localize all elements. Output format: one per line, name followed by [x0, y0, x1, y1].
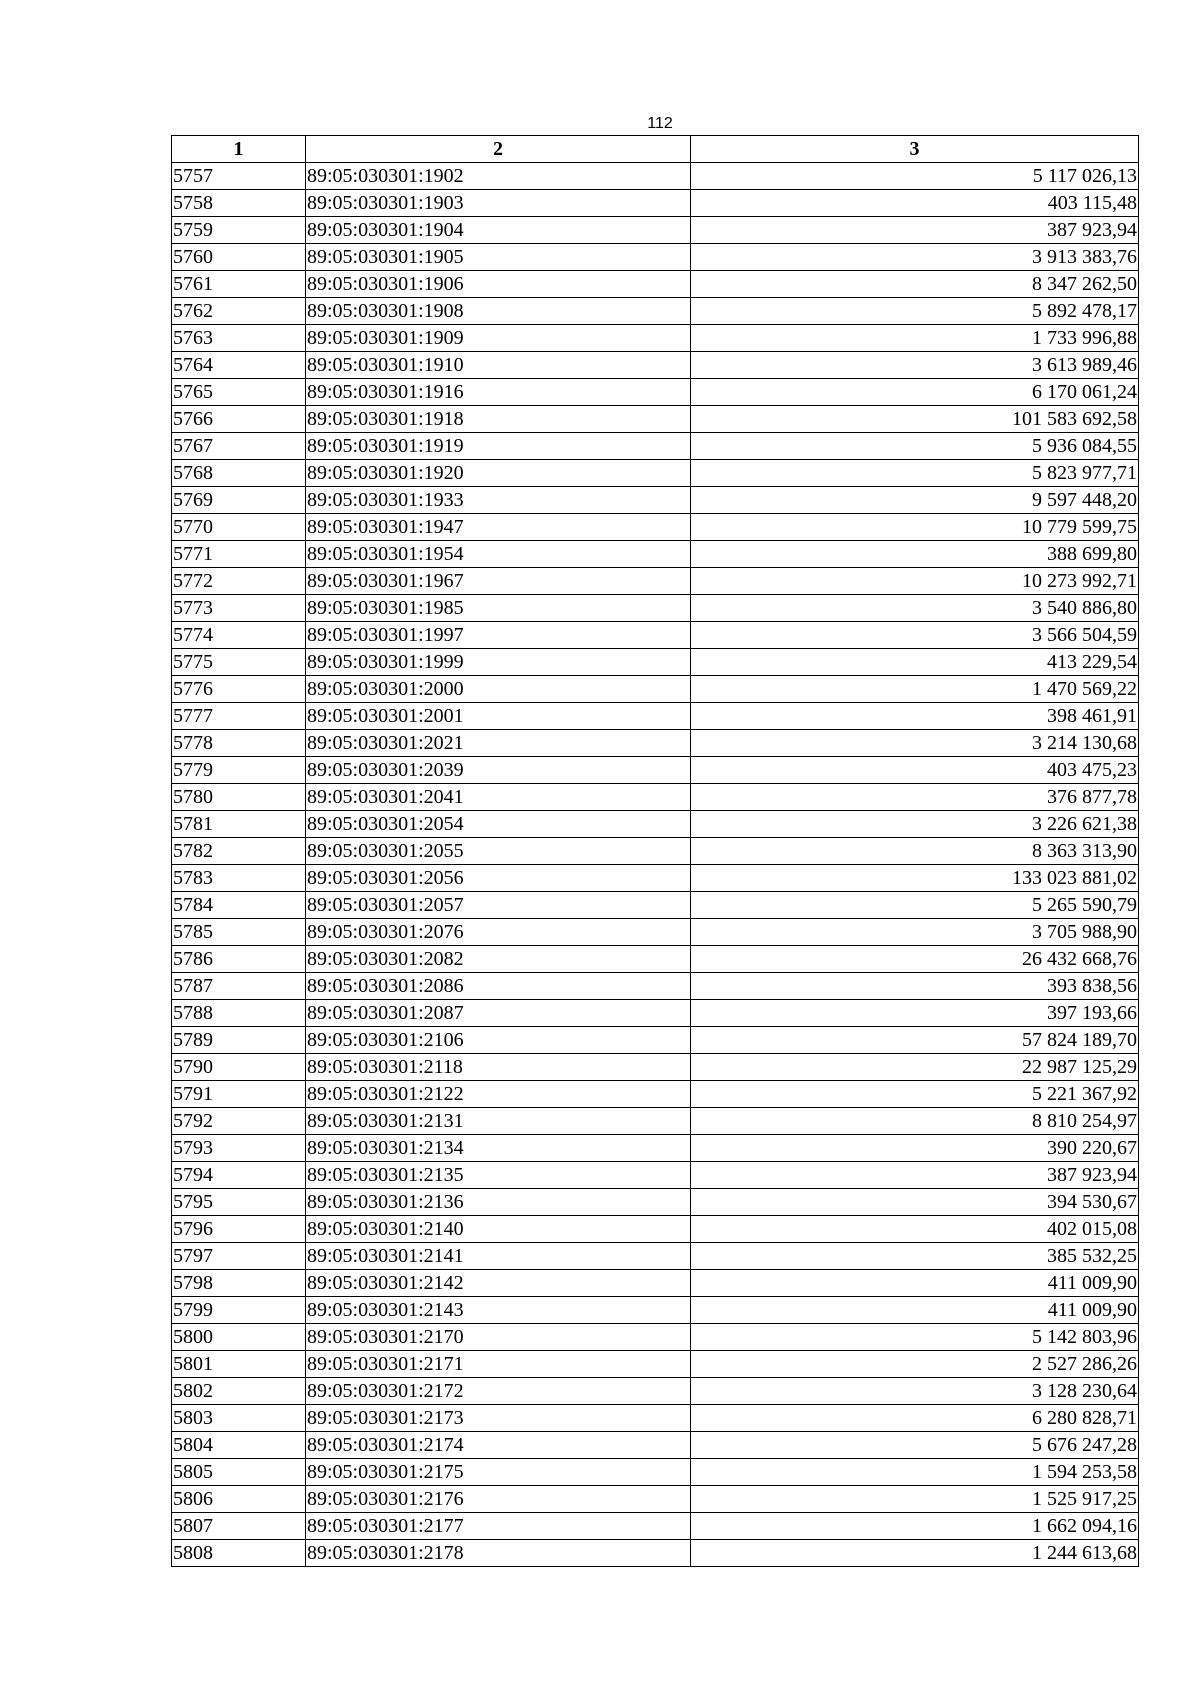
cadastral-number-cell: 89:05:030301:2136: [306, 1189, 691, 1216]
table-row: [172, 1243, 1139, 1270]
table-row: [172, 1081, 1139, 1108]
cadastral-value-cell: 5 823 977,71: [691, 460, 1139, 487]
table-row: [172, 1108, 1139, 1135]
row-number-cell: 5789: [172, 1027, 306, 1054]
row-number-cell: 5795: [172, 1189, 306, 1216]
row-number-cell: 5808: [172, 1540, 306, 1567]
table-row: [172, 946, 1139, 973]
cadastral-number-cell: 89:05:030301:2131: [306, 1108, 691, 1135]
cadastral-number-cell: 89:05:030301:2000: [306, 676, 691, 703]
row-number-cell: 5799: [172, 1297, 306, 1324]
row-number-cell: 5800: [172, 1324, 306, 1351]
cadastral-value-cell: 3 705 988,90: [691, 919, 1139, 946]
row-number-cell: 5777: [172, 703, 306, 730]
row-number-cell: 5768: [172, 460, 306, 487]
row-number-cell: 5759: [172, 217, 306, 244]
cadastral-number-cell: 89:05:030301:1918: [306, 406, 691, 433]
row-number-cell: 5798: [172, 1270, 306, 1297]
cadastral-value-table: [171, 135, 1139, 1567]
row-number-cell: 5767: [172, 433, 306, 460]
row-number-cell: 5757: [172, 163, 306, 190]
cadastral-number-cell: 89:05:030301:1999: [306, 649, 691, 676]
table-header-row: [172, 136, 1139, 163]
table-row: [172, 1378, 1139, 1405]
table-row: [172, 568, 1139, 595]
row-number-cell: 5791: [172, 1081, 306, 1108]
cadastral-value-cell: 8 810 254,97: [691, 1108, 1139, 1135]
cadastral-value-cell: 411 009,90: [691, 1270, 1139, 1297]
row-number-cell: 5770: [172, 514, 306, 541]
row-number-cell: 5801: [172, 1351, 306, 1378]
table-row: [172, 460, 1139, 487]
cadastral-number-cell: 89:05:030301:2087: [306, 1000, 691, 1027]
row-number-cell: 5762: [172, 298, 306, 325]
cadastral-value-cell: 10 779 599,75: [691, 514, 1139, 541]
cadastral-value-cell: 101 583 692,58: [691, 406, 1139, 433]
cadastral-number-cell: 89:05:030301:2171: [306, 1351, 691, 1378]
table-row: [172, 217, 1139, 244]
table-row: [172, 1162, 1139, 1189]
row-number-cell: 5796: [172, 1216, 306, 1243]
cadastral-value-cell: 22 987 125,29: [691, 1054, 1139, 1081]
row-number-cell: 5784: [172, 892, 306, 919]
row-number-cell: 5786: [172, 946, 306, 973]
row-number-cell: 5771: [172, 541, 306, 568]
table-row: [172, 622, 1139, 649]
table-row: [172, 811, 1139, 838]
cadastral-value-cell: 5 936 084,55: [691, 433, 1139, 460]
cadastral-number-cell: 89:05:030301:1910: [306, 352, 691, 379]
cadastral-value-cell: 1 244 613,68: [691, 1540, 1139, 1567]
cadastral-value-cell: 6 170 061,24: [691, 379, 1139, 406]
table-row: [172, 595, 1139, 622]
cadastral-number-cell: 89:05:030301:2175: [306, 1459, 691, 1486]
row-number-cell: 5802: [172, 1378, 306, 1405]
table-row: [172, 406, 1139, 433]
table-row: [172, 1000, 1139, 1027]
table-row: [172, 703, 1139, 730]
cadastral-value-cell: 394 530,67: [691, 1189, 1139, 1216]
row-number-cell: 5803: [172, 1405, 306, 1432]
table-row: [172, 1270, 1139, 1297]
cadastral-value-cell: 5 265 590,79: [691, 892, 1139, 919]
table-row: [172, 1540, 1139, 1567]
row-number-cell: 5779: [172, 757, 306, 784]
table-row: [172, 1513, 1139, 1540]
cadastral-number-cell: 89:05:030301:1985: [306, 595, 691, 622]
cadastral-value-cell: 3 566 504,59: [691, 622, 1139, 649]
cadastral-value-cell: 5 676 247,28: [691, 1432, 1139, 1459]
row-number-cell: 5785: [172, 919, 306, 946]
cadastral-number-cell: 89:05:030301:1906: [306, 271, 691, 298]
cadastral-number-cell: 89:05:030301:2178: [306, 1540, 691, 1567]
cadastral-value-cell: 413 229,54: [691, 649, 1139, 676]
page-number: 112: [647, 115, 673, 132]
cadastral-value-cell: 9 597 448,20: [691, 487, 1139, 514]
cadastral-value-cell: 403 475,23: [691, 757, 1139, 784]
cadastral-number-cell: 89:05:030301:1902: [306, 163, 691, 190]
row-number-cell: 5782: [172, 838, 306, 865]
table-row: [172, 1351, 1139, 1378]
cadastral-value-cell: 390 220,67: [691, 1135, 1139, 1162]
cadastral-value-cell: 3 613 989,46: [691, 352, 1139, 379]
cadastral-number-cell: 89:05:030301:2041: [306, 784, 691, 811]
row-number-cell: 5793: [172, 1135, 306, 1162]
table-row: [172, 1216, 1139, 1243]
cadastral-number-cell: 89:05:030301:1905: [306, 244, 691, 271]
table-row: [172, 379, 1139, 406]
table-row: [172, 892, 1139, 919]
cadastral-value-cell: 3 128 230,64: [691, 1378, 1139, 1405]
cadastral-number-cell: 89:05:030301:2177: [306, 1513, 691, 1540]
cadastral-value-cell: 1 662 094,16: [691, 1513, 1139, 1540]
cadastral-number-cell: 89:05:030301:2054: [306, 811, 691, 838]
table-row: [172, 838, 1139, 865]
cadastral-value-cell: 3 226 621,38: [691, 811, 1139, 838]
row-number-cell: 5788: [172, 1000, 306, 1027]
cadastral-number-cell: 89:05:030301:2170: [306, 1324, 691, 1351]
cadastral-number-cell: 89:05:030301:2140: [306, 1216, 691, 1243]
cadastral-value-cell: 2 527 286,26: [691, 1351, 1139, 1378]
cadastral-number-cell: 89:05:030301:2076: [306, 919, 691, 946]
cadastral-number-cell: 89:05:030301:2122: [306, 1081, 691, 1108]
table-row: [172, 919, 1139, 946]
cadastral-value-cell: 388 699,80: [691, 541, 1139, 568]
row-number-cell: 5783: [172, 865, 306, 892]
cadastral-value-cell: 385 532,25: [691, 1243, 1139, 1270]
cadastral-number-cell: 89:05:030301:1947: [306, 514, 691, 541]
table-row: [172, 865, 1139, 892]
table-row: [172, 1054, 1139, 1081]
cadastral-value-cell: 26 432 668,76: [691, 946, 1139, 973]
table-row: [172, 514, 1139, 541]
table-row: [172, 1189, 1139, 1216]
cadastral-number-cell: 89:05:030301:1954: [306, 541, 691, 568]
cadastral-value-cell: 397 193,66: [691, 1000, 1139, 1027]
cadastral-number-cell: 89:05:030301:2135: [306, 1162, 691, 1189]
row-number-cell: 5772: [172, 568, 306, 595]
cadastral-value-cell: 10 273 992,71: [691, 568, 1139, 595]
row-number-cell: 5761: [172, 271, 306, 298]
table-row: [172, 649, 1139, 676]
table-row: [172, 730, 1139, 757]
table-row: [172, 1459, 1139, 1486]
cadastral-value-cell: 133 023 881,02: [691, 865, 1139, 892]
cadastral-value-cell: 411 009,90: [691, 1297, 1139, 1324]
table-row: [172, 676, 1139, 703]
cadastral-number-cell: 89:05:030301:2118: [306, 1054, 691, 1081]
cadastral-value-cell: 1 525 917,25: [691, 1486, 1139, 1513]
cadastral-value-cell: 387 923,94: [691, 1162, 1139, 1189]
cadastral-value-cell: 1 470 569,22: [691, 676, 1139, 703]
row-number-cell: 5760: [172, 244, 306, 271]
cadastral-value-cell: 57 824 189,70: [691, 1027, 1139, 1054]
row-number-cell: 5758: [172, 190, 306, 217]
cadastral-number-cell: 89:05:030301:2021: [306, 730, 691, 757]
cadastral-number-cell: 89:05:030301:1904: [306, 217, 691, 244]
row-number-cell: 5780: [172, 784, 306, 811]
table-row: [172, 1027, 1139, 1054]
column-header-cadastral-number: 2: [306, 136, 691, 163]
cadastral-number-cell: 89:05:030301:2086: [306, 973, 691, 1000]
row-number-cell: 5806: [172, 1486, 306, 1513]
cadastral-number-cell: 89:05:030301:1908: [306, 298, 691, 325]
table-row: [172, 433, 1139, 460]
cadastral-value-cell: 1 733 996,88: [691, 325, 1139, 352]
row-number-cell: 5804: [172, 1432, 306, 1459]
table-row: [172, 757, 1139, 784]
table-row: [172, 973, 1139, 1000]
cadastral-number-cell: 89:05:030301:2001: [306, 703, 691, 730]
cadastral-number-cell: 89:05:030301:1903: [306, 190, 691, 217]
table-body: [172, 163, 1139, 1567]
table-row: [172, 298, 1139, 325]
table-row: [172, 163, 1139, 190]
table-row: [172, 541, 1139, 568]
table-row: [172, 190, 1139, 217]
cadastral-value-cell: 3 913 383,76: [691, 244, 1139, 271]
row-number-cell: 5766: [172, 406, 306, 433]
row-number-cell: 5781: [172, 811, 306, 838]
table-row: [172, 271, 1139, 298]
cadastral-number-cell: 89:05:030301:2174: [306, 1432, 691, 1459]
cadastral-number-cell: 89:05:030301:2055: [306, 838, 691, 865]
cadastral-number-cell: 89:05:030301:1933: [306, 487, 691, 514]
cadastral-value-cell: 5 892 478,17: [691, 298, 1139, 325]
cadastral-value-cell: 402 015,08: [691, 1216, 1139, 1243]
cadastral-value-cell: 5 221 367,92: [691, 1081, 1139, 1108]
cadastral-number-cell: 89:05:030301:2142: [306, 1270, 691, 1297]
cadastral-number-cell: 89:05:030301:2172: [306, 1378, 691, 1405]
cadastral-number-cell: 89:05:030301:1919: [306, 433, 691, 460]
cadastral-value-cell: 376 877,78: [691, 784, 1139, 811]
row-number-cell: 5790: [172, 1054, 306, 1081]
row-number-cell: 5792: [172, 1108, 306, 1135]
row-number-cell: 5775: [172, 649, 306, 676]
cadastral-number-cell: 89:05:030301:1916: [306, 379, 691, 406]
cadastral-number-cell: 89:05:030301:1967: [306, 568, 691, 595]
cadastral-number-cell: 89:05:030301:2039: [306, 757, 691, 784]
row-number-cell: 5805: [172, 1459, 306, 1486]
column-header-cadastral-value: 3: [691, 136, 1139, 163]
row-number-cell: 5769: [172, 487, 306, 514]
cadastral-value-cell: 3 214 130,68: [691, 730, 1139, 757]
cadastral-value-cell: 6 280 828,71: [691, 1405, 1139, 1432]
cadastral-number-cell: 89:05:030301:1920: [306, 460, 691, 487]
row-number-cell: 5765: [172, 379, 306, 406]
row-number-cell: 5794: [172, 1162, 306, 1189]
table-row: [172, 1324, 1139, 1351]
cadastral-value-cell: 5 117 026,13: [691, 163, 1139, 190]
table-row: [172, 1135, 1139, 1162]
cadastral-number-cell: 89:05:030301:1909: [306, 325, 691, 352]
cadastral-value-cell: 398 461,91: [691, 703, 1139, 730]
row-number-cell: 5764: [172, 352, 306, 379]
table-row: [172, 1405, 1139, 1432]
cadastral-value-cell: 8 363 313,90: [691, 838, 1139, 865]
table-row: [172, 325, 1139, 352]
row-number-cell: 5763: [172, 325, 306, 352]
row-number-cell: 5773: [172, 595, 306, 622]
cadastral-number-cell: 89:05:030301:2141: [306, 1243, 691, 1270]
table-row: [172, 244, 1139, 271]
cadastral-value-cell: 393 838,56: [691, 973, 1139, 1000]
cadastral-number-cell: 89:05:030301:2176: [306, 1486, 691, 1513]
table-row: [172, 1486, 1139, 1513]
table-row: [172, 1432, 1139, 1459]
row-number-cell: 5776: [172, 676, 306, 703]
row-number-cell: 5787: [172, 973, 306, 1000]
cadastral-value-cell: 403 115,48: [691, 190, 1139, 217]
cadastral-number-cell: 89:05:030301:2106: [306, 1027, 691, 1054]
row-number-cell: 5807: [172, 1513, 306, 1540]
cadastral-value-cell: 1 594 253,58: [691, 1459, 1139, 1486]
table-row: [172, 487, 1139, 514]
row-number-cell: 5797: [172, 1243, 306, 1270]
cadastral-value-cell: 387 923,94: [691, 217, 1139, 244]
row-number-cell: 5778: [172, 730, 306, 757]
cadastral-number-cell: 89:05:030301:2082: [306, 946, 691, 973]
table-row: [172, 1297, 1139, 1324]
row-number-cell: 5774: [172, 622, 306, 649]
table-row: [172, 784, 1139, 811]
cadastral-value-cell: 3 540 886,80: [691, 595, 1139, 622]
column-header-number: 1: [172, 136, 306, 163]
cadastral-number-cell: 89:05:030301:2057: [306, 892, 691, 919]
cadastral-number-cell: 89:05:030301:2056: [306, 865, 691, 892]
cadastral-number-cell: 89:05:030301:2134: [306, 1135, 691, 1162]
cadastral-number-cell: 89:05:030301:2173: [306, 1405, 691, 1432]
cadastral-number-cell: 89:05:030301:2143: [306, 1297, 691, 1324]
table-row: [172, 352, 1139, 379]
cadastral-number-cell: 89:05:030301:1997: [306, 622, 691, 649]
cadastral-value-cell: 5 142 803,96: [691, 1324, 1139, 1351]
cadastral-value-cell: 8 347 262,50: [691, 271, 1139, 298]
